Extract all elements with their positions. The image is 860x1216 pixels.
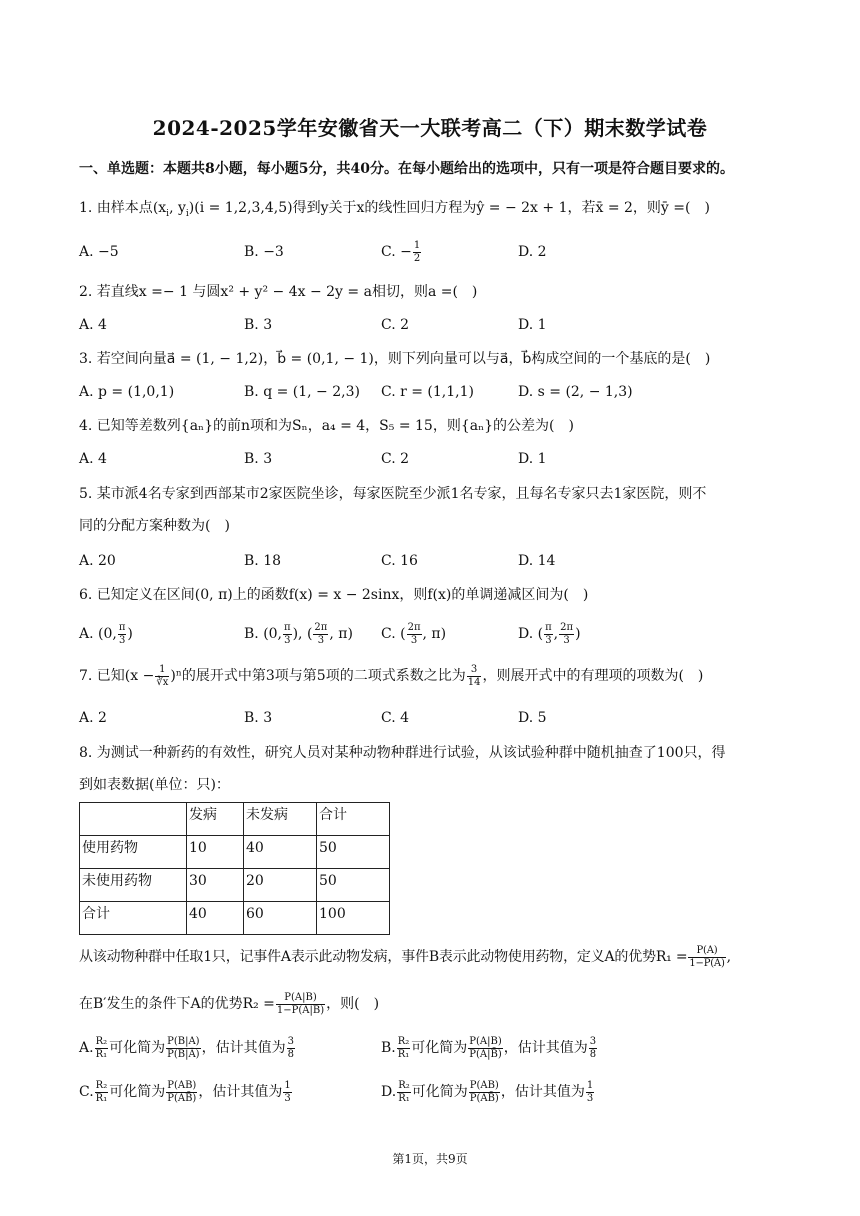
option-c: C. r = (1,1,1) bbox=[381, 384, 474, 400]
option-a: A. 2 bbox=[79, 710, 107, 726]
question-8-condition: 在B′发生的条件下A的优势R₂ = $\frac{P(A|B)}{1-P(A|B)}$ ，则( ) bbox=[79, 991, 380, 1016]
question-3-options bbox=[79, 378, 799, 406]
option-b: B. −3 bbox=[244, 244, 284, 260]
question-8-definition: 从该动物种群中任取1只，记事件A表示此动物发病，事件B表示此动物使用药物，定义A的优势R₁ = $\frac{P(A)}{1-P(A)}$ , bbox=[79, 944, 731, 969]
option-a: A. $\frac{\text{R₂}}{\text{R₁}}$ 可化简为 $\frac{P(B|A)}{P(B|Ā)}$ ，估计其值为 $\frac{3}{8}$ bbox=[79, 1035, 294, 1060]
question-8: 8. 为测试一种新药的有效性，研究人员对某种动物种群进行试验，从该试验种群中随机抽查了100只，得 到如表数据(单位：只)： bbox=[79, 745, 726, 793]
option-d: D. 2 bbox=[518, 244, 547, 260]
option-d: D. $\frac{\text{R₂}}{\text{R₁}}$ 可化简为 $\frac{P(AB)}{P(AB̄)}$ ，估计其值为 $\frac{1}{3}$ bbox=[381, 1079, 594, 1104]
question-1: 1. 由样本点($x_i$, $y_i)(i = 1,2,3,4,5)$得到y关于x的线性回归方程为ŷ = − 2x + 1，若x̄ = 2，则ȳ =( ) bbox=[79, 200, 710, 219]
page-title: 2024-2025学年安徽省天一大联考高二（下）期末数学试卷 bbox=[152, 116, 708, 140]
question-4: 4. 已知等差数列{aₙ}的前n项和为Sₙ，a₄ = 4，S₅ = 15，则{aₙ}的公差为( ) bbox=[79, 418, 574, 434]
page-footer: 第1页，共9页 bbox=[392, 1152, 468, 1166]
option-b: B. $\frac{\text{R₂}}{\text{R₁}}$ 可化简为 $\frac{P(A|B)}{P(A|B̄)}$ ，估计其值为 $\frac{3}{8}$ bbox=[381, 1035, 597, 1060]
option-a: A. −5 bbox=[79, 244, 119, 260]
option-a: A. 4 bbox=[79, 451, 107, 467]
question-2: 2. 若直线x =− 1 与圆x² + y² − 4x − 2y = a相切，则a =( ) bbox=[79, 284, 478, 300]
option-b: B. 3 bbox=[244, 710, 273, 726]
option-d: D. 14 bbox=[518, 553, 556, 569]
option-c: C. ( $\frac{2\pi}{3}$ , π) bbox=[381, 621, 447, 646]
question-6-options bbox=[79, 620, 799, 648]
option-c: C. 2 bbox=[381, 317, 410, 333]
table-row: 未使用药物 30 20 50 bbox=[80, 869, 390, 902]
option-b: B. (0, $\frac{\pi}{3}$ ), ( $\frac{2\pi}{3}$ , π) bbox=[244, 621, 353, 646]
option-c: C. − $\frac{1}{2}$ bbox=[381, 239, 421, 264]
question-5-options bbox=[79, 547, 799, 575]
option-c: C. 2 bbox=[381, 451, 410, 467]
option-b: B. 18 bbox=[244, 553, 282, 569]
question-7: 7. 已知(x − $\frac{1}{∛x}$ )ⁿ的展开式中第3项与第5项的二项式系数之比为 $\frac{3}{14}$ ，则展开式中的有理项的项数为( ) bbox=[79, 663, 704, 688]
table-row: 合计 40 60 100 bbox=[80, 902, 390, 935]
option-a: A. (0, $\frac{\pi}{3}$ ) bbox=[79, 621, 133, 646]
question-6: 6. 已知定义在区间(0, π)上的函数f(x) = x − 2sinx，则f(x)的单调递减区间为( ) bbox=[79, 587, 589, 603]
option-a: A. 4 bbox=[79, 317, 107, 333]
data-table bbox=[79, 802, 390, 935]
option-d: D. 1 bbox=[518, 451, 547, 467]
question-4-options bbox=[79, 445, 799, 473]
option-b: B. 3 bbox=[244, 451, 273, 467]
option-d: D. s = (2, − 1,3) bbox=[518, 384, 633, 400]
option-c: C. $\frac{\text{R₂}}{\text{R₁}}$ 可化简为 $\frac{P(AB)}{P(AB̄)}$ ，估计其值为 $\frac{1}{3}$ bbox=[79, 1079, 291, 1104]
option-a: A. p = (1,0,1) bbox=[79, 384, 175, 400]
question-3: 3. 若空间向量a⃗ = (1, − 1,2)，b⃗ = (0,1, − 1)，则下列向量可以与a⃗，b⃗构成空间的一个基底的是( ) bbox=[79, 351, 711, 367]
option-d: D. ( $\frac{\pi}{3}$ , $\frac{2\pi}{3}$ ) bbox=[518, 621, 581, 646]
question-7-options bbox=[79, 704, 799, 732]
table-row: 使用药物 10 40 50 bbox=[80, 836, 390, 869]
option-c: C. 16 bbox=[381, 553, 418, 569]
option-b: B. 3 bbox=[244, 317, 273, 333]
option-c: C. 4 bbox=[381, 710, 410, 726]
question-2-options bbox=[79, 311, 799, 339]
question-1-options bbox=[79, 238, 799, 266]
table-row: 发病 未发病 合计 bbox=[80, 803, 390, 836]
question-5: 5. 某市派4名专家到西部某市2家医院坐诊，每家医院至少派1名专家，且每名专家只去1家医院，则不 同的分配方案种数为( ) bbox=[79, 486, 707, 534]
section-heading: 一、单选题：本题共8小题，每小题5分，共40分。在每小题给出的选项中，只有一项是符合题目要求的。 bbox=[79, 161, 734, 177]
option-d: D. 5 bbox=[518, 710, 547, 726]
option-a: A. 20 bbox=[79, 553, 116, 569]
option-d: D. 1 bbox=[518, 317, 547, 333]
option-b: B. q = (1, − 2,3) bbox=[244, 384, 360, 400]
